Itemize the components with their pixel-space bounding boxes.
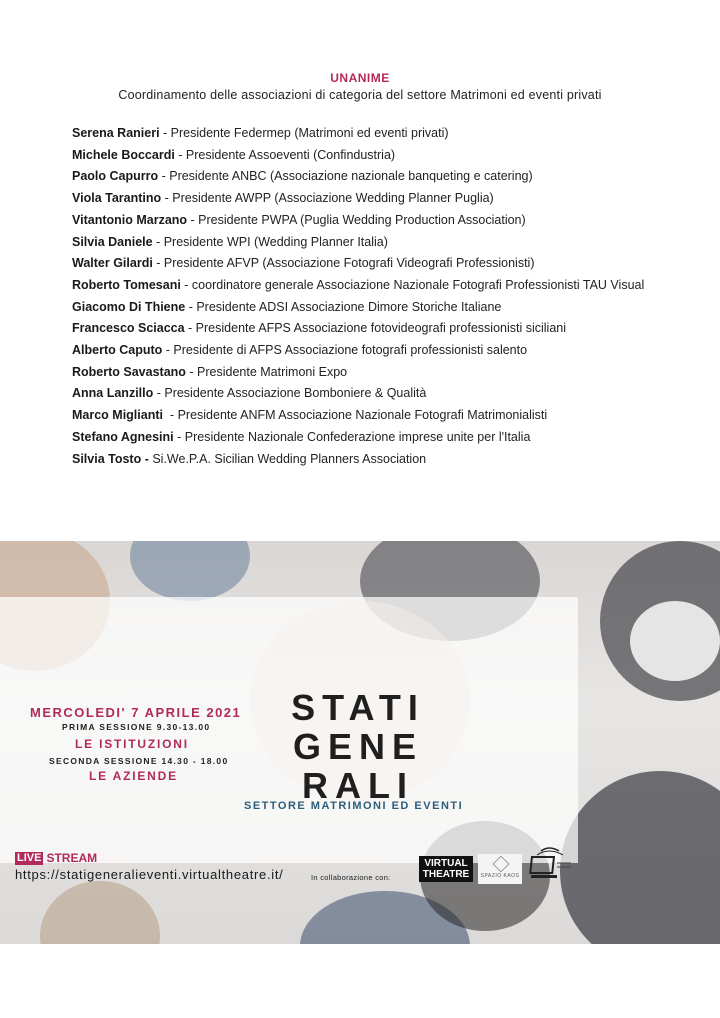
session2-theme: LE AZIENDE [89,769,178,783]
stream-url[interactable]: https://statigeneralieventi.virtualtheatre.it/ [15,867,284,882]
member-name: Giacomo Di Thiene [72,299,186,314]
member-name: Roberto Tomesani [72,277,181,292]
member-name: Vitantonio Marzano [72,212,188,227]
event-title-line-3: RALI [302,765,414,806]
member-item [72,427,652,449]
member-item [72,297,652,319]
logo-vt-line1: VIRTUAL [424,858,468,869]
event-poster [0,541,720,944]
member-name: Anna Lanzillo [72,386,154,401]
member-role: - Presidente ADSI Associazione Dimore Storiche Italiane [185,299,502,314]
header-title: UNANIME [330,71,390,85]
member-name: Roberto Savastano [72,364,186,379]
member-item [72,383,652,405]
event-subtitle: SETTORE MATRIMONI ED EVENTI [244,800,464,812]
member-item [72,210,652,232]
member-item [72,318,652,340]
member-role: - Presidente di AFPS Associazione fotografi professionisti salento [162,343,528,358]
session1-theme: LE ISTITUZIONI [75,737,189,751]
member-role: - coordinatore generale Associazione Nazionale Fotografi Professionisti TAU Visual [180,277,645,292]
member-role: - Presidente PWPA (Puglia Wedding Production Association) [187,212,526,227]
live-stream-label [15,851,97,865]
event-title-line-1: STATI [291,687,425,728]
member-name: Viola Tarantino [72,191,162,206]
member-item [72,275,652,297]
member-role: - Presidente Nazionale Confederazione imprese unite per l'Italia [173,429,531,444]
member-role: - Presidente AFVP (Associazione Fotografi Videografi Professionisti) [152,256,535,271]
member-role: - Presidente Federmep (Matrimoni ed eventi privati) [159,126,449,140]
member-item [72,405,652,427]
member-item [72,166,652,188]
event-date: MERCOLEDI' 7 APRILE 2021 [30,705,242,720]
logo-sk-text: SPAZIO KAOS [480,873,520,879]
member-item [72,362,652,384]
member-name: Walter Gilardi [72,256,153,271]
member-item [72,449,652,471]
member-role: - Presidente Associazione Bomboniere & Qualità [153,386,427,401]
member-name: Francesco Sciacca [72,321,185,336]
computer-logo-icon [527,847,573,883]
member-name: Stefano Agnesini [72,429,174,444]
member-name: Silvia Daniele [72,234,153,249]
session2-time: SECONDA SESSIONE 14.30 - 18.00 [49,756,229,766]
member-item [72,253,652,275]
member-name: Silvia Tosto - [72,451,149,466]
header-subtitle: Coordinamento delle associazioni di categoria del settore Matrimoni ed eventi privati [118,88,602,102]
collaboration-label: In collaborazione con: [311,873,391,882]
virtual-theatre-logo [419,856,473,882]
member-item [72,340,652,362]
member-role: - Presidente Matrimoni Expo [185,364,348,379]
member-name: Alberto Caputo [72,343,163,358]
member-role: - Presidente Assoeventi (Confindustria) [174,147,396,162]
session1-time: PRIMA SESSIONE 9.30-13.00 [62,722,211,732]
kaos-mark-icon [493,856,510,873]
event-title-line-2: GENE [292,726,424,767]
member-role: Si.We.P.A. Sicilian Wedding Planners Association [148,451,427,466]
member-name: Paolo Capurro [72,169,159,184]
member-role: - Presidente ANFM Associazione Nazionale Fotografi Matrimonialisti [162,408,548,423]
member-item [72,232,652,254]
members-list [72,123,652,470]
spazio-kaos-logo [478,854,522,884]
live-tag: LIVE [17,851,42,864]
member-name: Serena Ranieri [72,126,160,140]
member-item [72,145,652,167]
member-role: - Presidente AFPS Associazione fotovideografi professionisti siciliani [184,321,567,336]
member-item [72,188,652,210]
logo-vt-line2: THEATRE [422,869,470,880]
member-role: - Presidente AWPP (Associazione Wedding Planner Puglia) [161,191,494,206]
member-role: - Presidente WPI (Wedding Planner Italia) [152,234,388,249]
member-item [72,123,652,145]
member-name: Michele Boccardi [72,147,175,162]
member-name: Marco Miglianti [72,408,163,423]
stream-word: STREAM [46,851,98,865]
member-role: - Presidente ANBC (Associazione nazionale banqueting e catering) [158,169,533,184]
